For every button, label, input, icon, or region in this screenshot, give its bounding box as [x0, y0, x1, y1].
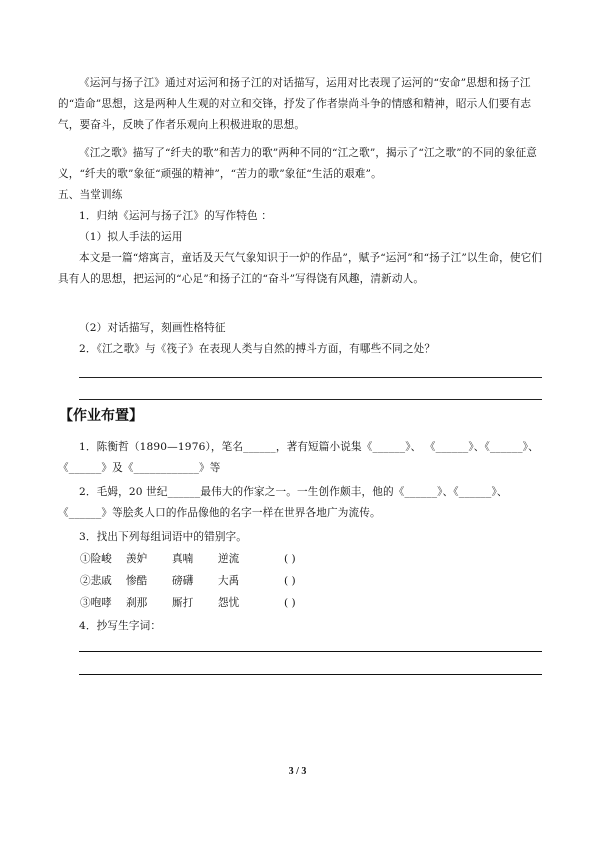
homework-question-4: 4．抄写生字词：: [79, 620, 162, 632]
word-group-number: ①险峻: [80, 553, 112, 565]
question-1-point-2: （2）对话描写，刻画性格特征: [79, 322, 226, 334]
question-1-point-1: （1）拟人手法的运用: [79, 231, 183, 243]
question-1: 1．归纳《运河与扬子江》的写作特色 ：: [79, 210, 273, 222]
word: 真喃: [172, 553, 194, 565]
word: 刹那: [126, 597, 148, 609]
answer-parentheses: ( ): [284, 553, 296, 565]
section-heading-practice: 五、当堂训练: [58, 189, 123, 201]
paragraph-canal-yangtze: 《运河与扬子江》通过对运河和扬子江的对话描写，运用对比表现了运河的“安命”思想和扬子江的“造命”思想，这是两种人生观的对立和交锋，抒发了作者崇尚斗争的情感和精神，昭示人们要有志气，要奋斗，反映了作者乐观向上积极进取的思想。: [58, 77, 532, 131]
word: 羡妒: [126, 553, 148, 565]
homework-heading: 【作业布置】: [59, 408, 143, 424]
word-group-row: [80, 571, 296, 592]
question-1-point-1-body: 本文是一篇“熔寓言，童话及天气气象知识于一炉的作品”，赋予“运河”和“扬子江”以生命，使它们具有人的思想，把运河的“心足”和扬子江的“奋斗”写得饶有风趣，清新动人。: [58, 252, 543, 285]
homework-question-3: 3．找出下列每组词语中的错别字。: [79, 531, 248, 543]
word: 逆流: [218, 553, 240, 565]
word: 磅礴: [172, 575, 194, 587]
word-group-number: ③咆哮: [80, 597, 112, 609]
question-2: 2．《江之歌》与《筏子》在表现人类与自然的搏斗方面，有哪些不同之处？: [79, 343, 436, 355]
word-group-row: [80, 549, 296, 570]
word-group-number: ②悲戚: [80, 575, 112, 587]
word: 惨酷: [126, 575, 148, 587]
word: 厮打: [172, 597, 194, 609]
word: 怨忧: [218, 597, 240, 609]
page-number: 3 / 3: [288, 766, 307, 777]
word: 大禹: [218, 575, 240, 587]
homework-question-2: 2．毛姆，20 世纪______最伟大的作家之一。一生创作颇丰，他的《______》、《______》、《______》等脍炙人口的作品像他的名字一样在世界各地广为流传。: [58, 486, 508, 519]
answer-parentheses: ( ): [284, 575, 296, 587]
word-group-row: [80, 593, 296, 614]
homework-question-1: 1．陈衡哲（1890—1976），笔名______，著有短篇小说集《______》、 《______》、《______》、《______》及《____________》等: [58, 441, 539, 474]
answer-line: [79, 399, 542, 400]
answer-line: [79, 651, 542, 652]
answer-line: [79, 674, 542, 675]
answer-line: [79, 377, 542, 378]
answer-parentheses: ( ): [284, 597, 296, 609]
paragraph-river-song: 《江之歌》描写了“纤夫的歌”和苦力的歌”两种不同的“江之歌”，揭示了“江之歌”的不同的象征意义，“纤夫的歌”象征“顽强的精神”，“苦力的歌”象征“生活的艰难”。: [58, 147, 537, 180]
